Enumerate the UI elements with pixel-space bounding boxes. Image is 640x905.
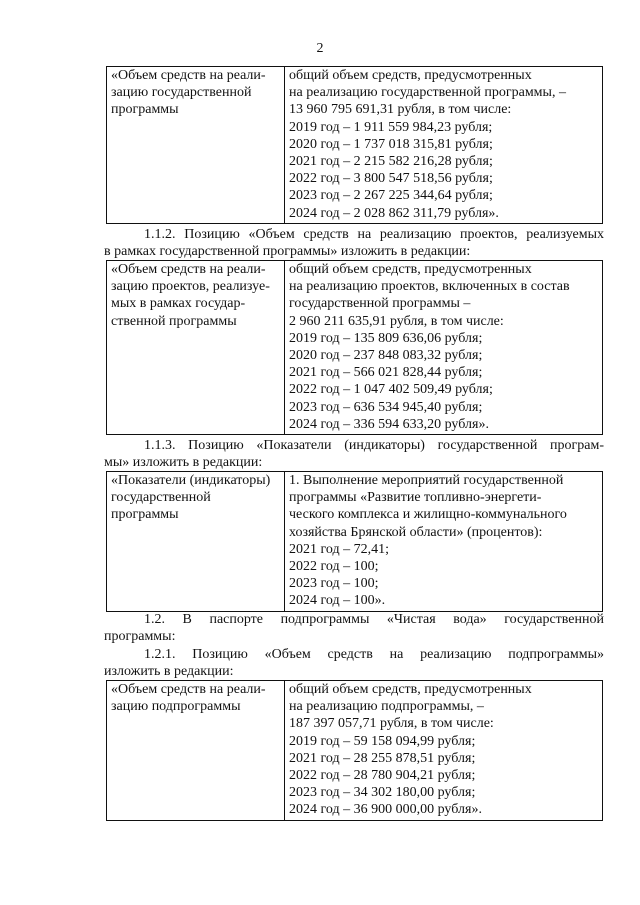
table3-label-line-3: программы xyxy=(111,507,179,523)
paragraph-1-2-1-line-2: изложить в редакции: xyxy=(104,664,234,680)
table4-value-line-4: 2019 год – 59 158 094,99 рубля; xyxy=(289,733,476,749)
table2-value-line-2: на реализацию проектов, включенных в состав xyxy=(289,279,570,295)
table1-value-line-9: 2024 год – 2 028 862 311,79 рубля». xyxy=(289,205,499,221)
table3-value-line-3: ческого комплекса и жилищно-коммунального xyxy=(289,507,567,523)
table-row xyxy=(107,261,603,435)
paragraph-1-2 xyxy=(104,611,604,646)
table1-value-line-5: 2020 год – 1 737 018 315,81 рубля; xyxy=(289,136,493,152)
paragraph-1-1-3-line-2: мы» изложить в редакции: xyxy=(104,455,263,471)
table4-value-line-7: 2023 год – 34 302 180,00 рубля; xyxy=(289,785,476,801)
table4-value-line-8: 2024 год – 36 900 000,00 рубля». xyxy=(289,802,482,818)
table4-value-line-2: на реализацию подпрограммы, – xyxy=(289,699,484,715)
table4-label-line-1: «Объем средств на реали- xyxy=(111,682,266,697)
table3-value-line-7: 2023 год – 100; xyxy=(289,576,379,592)
table4-value-cell xyxy=(285,681,603,821)
table1-label-line-2: зацию государственной xyxy=(111,85,252,101)
table2-value-line-4: 2 960 211 635,91 рубля, в том числе: xyxy=(289,313,504,329)
table2-value-line-1: общий объем средств, предусмотренных xyxy=(289,262,532,277)
table1-value-line-6: 2021 год – 2 215 582 216,28 рубля; xyxy=(289,154,493,170)
page-number: 2 xyxy=(316,41,324,56)
table2-value-line-6: 2020 год – 237 848 083,32 рубля; xyxy=(289,348,483,364)
paragraph-1-1-3-line-1: 1.1.3. Позицию «Показатели (индикаторы) государственной програм- xyxy=(144,438,604,453)
table4-value-line-6: 2022 год – 28 780 904,21 рубля; xyxy=(289,768,476,784)
table2-value-line-8: 2022 год – 1 047 402 509,49 рубля; xyxy=(289,382,493,398)
table1-value-line-8: 2023 год – 2 267 225 344,64 рубля; xyxy=(289,188,493,204)
table1-value-line-7: 2022 год – 3 800 547 518,56 рубля; xyxy=(289,171,493,187)
table3-value-cell xyxy=(285,472,603,612)
table4-value-line-5: 2021 год – 28 255 878,51 рубля; xyxy=(289,750,476,766)
paragraph-1-2-1-line-1: 1.2.1. Позицию «Объем средств на реализацию подпрограммы» xyxy=(144,647,604,662)
table1-value-line-1: общий объем средств, предусмотренных xyxy=(289,68,532,83)
table2-label-line-2: зацию проектов, реализуе- xyxy=(111,279,270,295)
table2-value-line-3: государственной программы – xyxy=(289,296,471,312)
table2-label-line-4: ственной программы xyxy=(111,313,237,329)
table1-label-line-3: программы xyxy=(111,102,179,118)
table-projects-funding xyxy=(106,260,603,435)
table-program-funding xyxy=(106,66,603,224)
table3-label-line-2: государственной xyxy=(111,490,211,506)
table-program-indicators xyxy=(106,471,603,612)
table2-value-line-5: 2019 год – 135 809 636,06 рубля; xyxy=(289,330,483,346)
table3-label-cell xyxy=(107,472,285,612)
table3-value-line-1: 1. Выполнение мероприятий государственной xyxy=(289,473,564,488)
table3-value-line-8: 2024 год – 100». xyxy=(289,593,386,609)
table1-label-cell xyxy=(107,67,285,224)
table2-value-cell xyxy=(285,261,603,435)
paragraph-1-1-2-line-2: в рамках государственной программы» изложить в редакции: xyxy=(104,244,471,260)
paragraph-1-2-line-2: программы: xyxy=(104,629,176,645)
table3-value-line-6: 2022 год – 100; xyxy=(289,559,379,575)
table1-value-line-2: на реализацию государственной программы, – xyxy=(289,85,566,101)
table3-value-line-5: 2021 год – 72,41; xyxy=(289,541,390,557)
table1-label-line-1: «Объем средств на реали- xyxy=(111,68,266,83)
table3-value-line-2: программы «Развитие топливно-энергети- xyxy=(289,490,542,506)
table3-label-line-1: «Показатели (индикаторы) xyxy=(111,473,271,488)
table2-value-line-9: 2023 год – 636 534 945,40 рубля; xyxy=(289,399,483,415)
table4-label-cell xyxy=(107,681,285,821)
table4-value-line-3: 187 397 057,71 рубля, в том числе: xyxy=(289,716,494,732)
paragraph-1-2-1 xyxy=(104,646,604,681)
paragraph-1-1-3 xyxy=(104,437,604,472)
table3-value-line-4: хозяйства Брянской области» (процентов): xyxy=(289,524,543,540)
paragraph-1-2-line-1: 1.2. В паспорте подпрограммы «Чистая вода» государственной xyxy=(144,612,604,627)
table-row xyxy=(107,472,603,612)
table4-value-line-1: общий объем средств, предусмотренных xyxy=(289,682,532,697)
table-row xyxy=(107,681,603,821)
table1-value-line-3: 13 960 795 691,31 рубля, в том числе: xyxy=(289,102,512,118)
table-row xyxy=(107,67,603,224)
paragraph-1-1-2-line-1: 1.1.2. Позицию «Объем средств на реализацию проектов, реализуемых xyxy=(144,227,604,242)
table2-value-line-7: 2021 год – 566 021 828,44 рубля; xyxy=(289,365,483,381)
table2-label-line-3: мых в рамках государ- xyxy=(111,296,246,312)
table2-value-line-10: 2024 год – 336 594 633,20 рубля». xyxy=(289,416,489,432)
table-subprogram-funding xyxy=(106,680,603,821)
table4-label-line-2: зацию подпрограммы xyxy=(111,699,241,715)
table1-value-cell xyxy=(285,67,603,224)
table2-label-cell xyxy=(107,261,285,435)
paragraph-1-1-2 xyxy=(104,226,604,261)
table2-label-line-1: «Объем средств на реали- xyxy=(111,262,266,277)
table1-value-line-4: 2019 год – 1 911 559 984,23 рубля; xyxy=(289,119,493,135)
